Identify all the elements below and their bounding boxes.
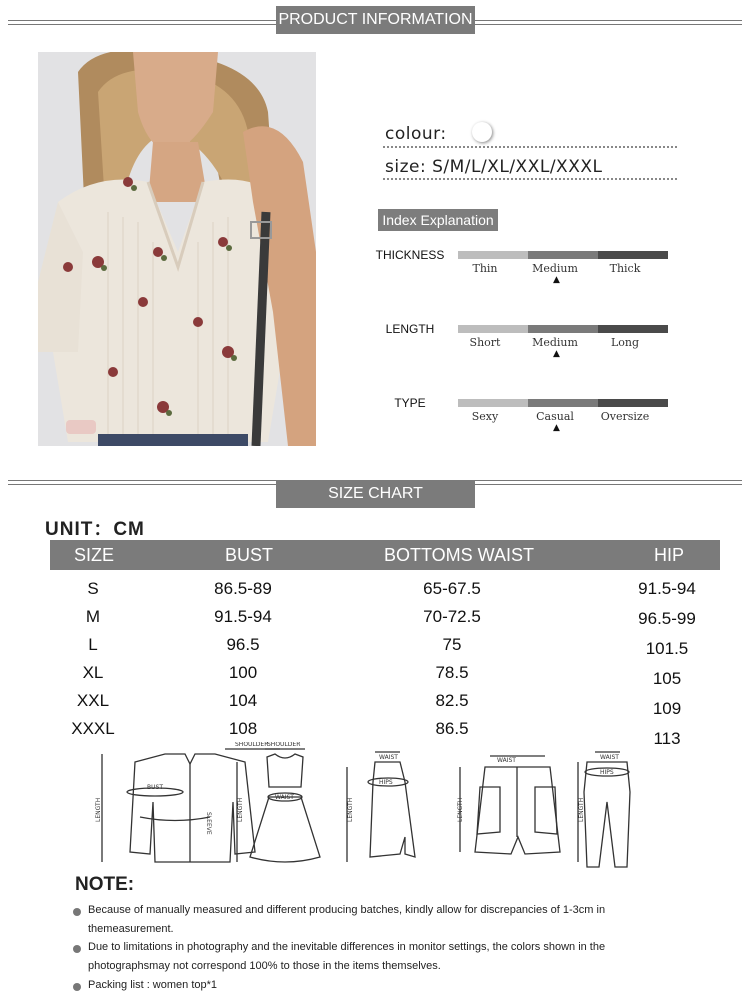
size-cell-1-1: 91.5-94 bbox=[214, 607, 272, 626]
scale-bar-2-1 bbox=[528, 399, 598, 407]
scale-selected-marker-2: ▲ bbox=[553, 423, 560, 433]
sleeve-label: SLEEVE bbox=[205, 812, 212, 835]
size-cell-3-2: 78.5 bbox=[435, 663, 469, 682]
scale-bar-2-0 bbox=[458, 399, 528, 407]
scale-bar-1-0 bbox=[458, 325, 528, 333]
scale-option-2-1: Casual bbox=[536, 410, 574, 423]
waist-label-4: WAIST bbox=[600, 754, 619, 761]
size-cell-4-1: 104 bbox=[228, 691, 258, 710]
scale-option-1-0: Short bbox=[469, 336, 501, 349]
product-info-banner: PRODUCT INFORMATION bbox=[276, 6, 475, 34]
shoulder-label-1: SHOULDER bbox=[235, 742, 269, 748]
size-cell-0-2: 65-67.5 bbox=[423, 579, 481, 598]
measurement-diagrams bbox=[95, 742, 655, 872]
shoulder-label-2: SHOULDER bbox=[267, 742, 301, 748]
length-label-2: LENGTH bbox=[237, 797, 244, 822]
hips-label-1: HIPS bbox=[379, 779, 393, 786]
size-cell-0-3: 91.5-94 bbox=[638, 579, 696, 598]
length-label-1: LENGTH bbox=[95, 797, 102, 822]
scale-selected-marker-0: ▲ bbox=[553, 275, 560, 285]
size-underline bbox=[383, 178, 677, 180]
scale-option-0-0: Thin bbox=[472, 262, 498, 275]
size-cell-3-1: 100 bbox=[228, 663, 258, 682]
waist-label-2: WAIST bbox=[379, 754, 398, 761]
size-list: size: S/M/L/XL/XXL/XXXL bbox=[385, 157, 603, 177]
colour-underline bbox=[383, 146, 677, 148]
scale-option-1-1: Medium bbox=[532, 336, 578, 349]
scale-bar-0-1 bbox=[528, 251, 598, 259]
size-cell-1-2: 70-72.5 bbox=[423, 607, 481, 626]
size-cell-5-1: 108 bbox=[228, 719, 258, 738]
shorts-diagram bbox=[460, 756, 560, 854]
scale-option-1-2: Long bbox=[610, 336, 640, 349]
note-bullet-1 bbox=[73, 908, 81, 916]
size-chart-banner: SIZE CHART bbox=[276, 480, 475, 508]
scale-option-2-0: Sexy bbox=[471, 410, 499, 423]
waist-label-3: WAIST bbox=[497, 757, 516, 764]
note-bullet-3 bbox=[73, 983, 81, 991]
unit-label: UNIT：CM bbox=[45, 519, 145, 540]
scale-option-0-2: Thick bbox=[609, 262, 641, 275]
scale-bar-2-2 bbox=[598, 399, 668, 407]
note-title: NOTE: bbox=[75, 874, 135, 895]
colour-swatch bbox=[472, 122, 492, 142]
size-cell-2-2: 75 bbox=[442, 635, 462, 654]
note-1: Because of manually measured and different producing batches, kindly allow for discrepancies of 1-3cm in themeasurement. bbox=[88, 904, 606, 935]
scale-bar-0-0 bbox=[458, 251, 528, 259]
scale-bar-1-2 bbox=[598, 325, 668, 333]
size-cell-3-0: XL bbox=[82, 663, 104, 682]
size-cell-2-1: 96.5 bbox=[226, 635, 260, 654]
size-cell-4-2: 82.5 bbox=[435, 691, 469, 710]
scale-bar-0-2 bbox=[598, 251, 668, 259]
size-cell-4-0: XXL bbox=[76, 691, 110, 710]
scale-selected-marker-1: ▲ bbox=[553, 349, 560, 359]
size-cell-4-3: 109 bbox=[652, 699, 682, 718]
size-cell-5-3: 113 bbox=[653, 729, 681, 748]
size-cell-3-3: 105 bbox=[652, 669, 682, 688]
waist-label-1: WAIST bbox=[275, 794, 294, 801]
scale-bar-1-1 bbox=[528, 325, 598, 333]
scale-label-2: TYPE bbox=[394, 396, 426, 410]
scale-option-2-2: Oversize bbox=[600, 410, 650, 423]
skirt-diagram bbox=[347, 752, 415, 862]
length-label-4: LENGTH bbox=[457, 797, 464, 822]
colour-label: colour: bbox=[385, 124, 447, 144]
hips-label-2: HIPS bbox=[600, 769, 614, 776]
size-cell-5-0: XXXL bbox=[71, 719, 115, 738]
size-cell-2-0: L bbox=[88, 635, 98, 654]
index-explanation-title: Index Explanation bbox=[378, 209, 498, 231]
scale-label-0: THICKNESS bbox=[375, 248, 445, 262]
header-hip: HIP bbox=[654, 545, 685, 565]
length-label-3: LENGTH bbox=[347, 797, 354, 822]
product-photo bbox=[38, 52, 316, 446]
size-cell-0-1: 86.5-89 bbox=[214, 579, 272, 598]
note-3: Packing list : women top*1 bbox=[88, 979, 218, 991]
scale-option-0-1: Medium bbox=[532, 262, 578, 275]
note-bullet-2 bbox=[73, 945, 81, 953]
bust-label: BUST bbox=[147, 784, 163, 791]
header-waist: BOTTOMS WAIST bbox=[384, 545, 535, 565]
scale-label-1: LENGTH bbox=[385, 322, 435, 336]
size-cell-2-3: 101.5 bbox=[645, 639, 689, 658]
size-cell-5-2: 86.5 bbox=[435, 719, 469, 738]
size-cell-1-0: M bbox=[85, 607, 101, 626]
note-2: Due to limitations in photography and the inevitable differences in monitor settings, the colors shown in the photographsmay not correspond 100% to those in the items themselves. bbox=[88, 941, 606, 972]
size-cell-0-0: S bbox=[87, 579, 99, 598]
size-cell-1-3: 96.5-99 bbox=[638, 609, 696, 628]
header-bust: BUST bbox=[225, 545, 274, 565]
length-label-5: LENGTH bbox=[578, 797, 585, 822]
header-size: SIZE bbox=[74, 545, 115, 565]
